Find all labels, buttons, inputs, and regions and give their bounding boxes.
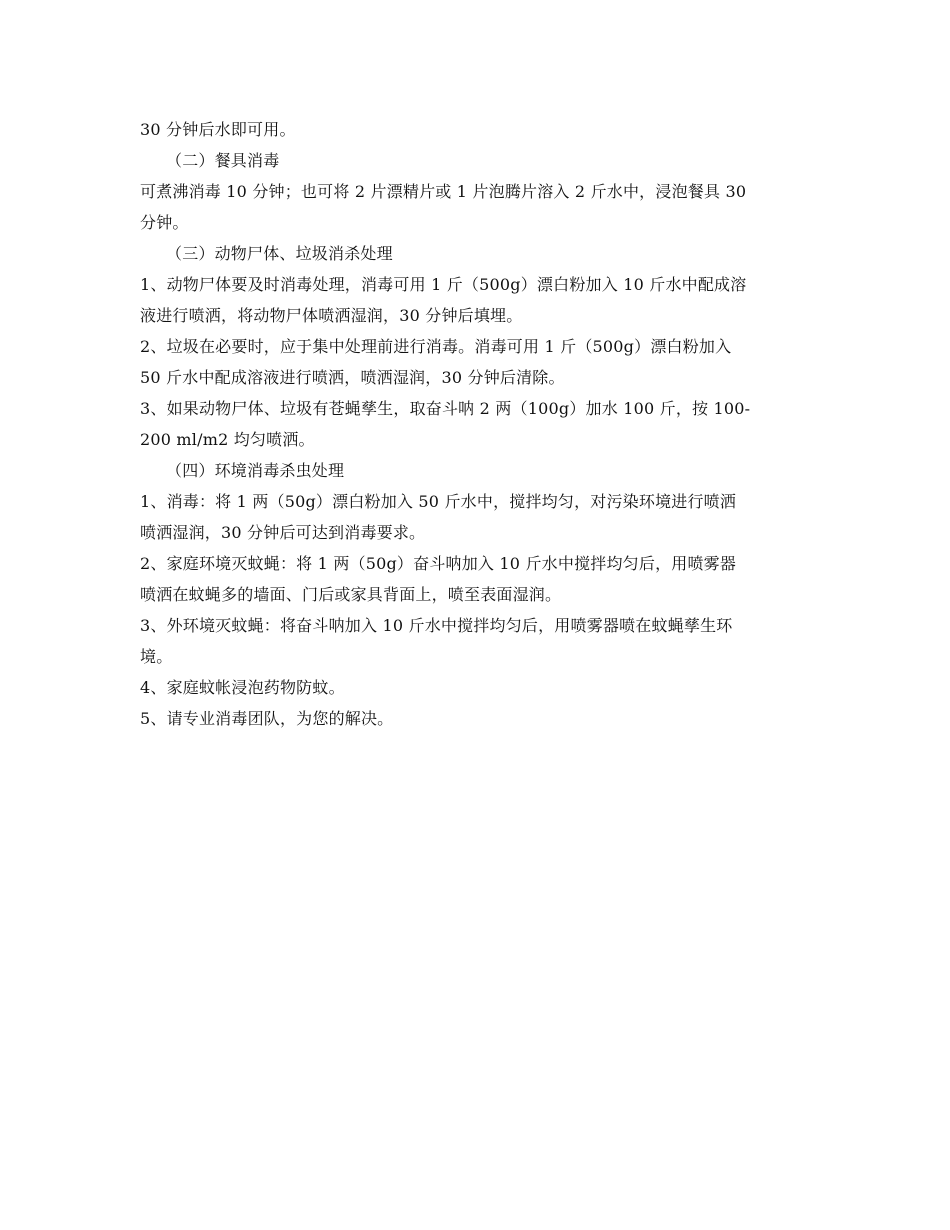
body-line: 喷洒在蚊蝇多的墙面、门后或家具背面上，喷至表面湿润。 [140,585,562,604]
body-line: 喷洒湿润，30 分钟后可达到消毒要求。 [140,523,426,542]
body-line: 200 ml/m2 均匀喷洒。 [140,430,315,449]
body-line: 30 分钟后水即可用。 [140,120,296,139]
body-line: 分钟。 [140,213,189,232]
body-line: 3、外环境灭蚊蝇：将奋斗呐加入 10 斤水中搅拌均匀后，用喷雾器喷在蚊蝇孳生环 [140,616,733,635]
section-heading: （四）环境消毒杀虫处理 [166,461,345,480]
body-line: 境。 [140,647,173,666]
document-body [140,114,812,734]
body-line: 4、家庭蚊帐浸泡药物防蚊。 [140,678,345,697]
body-line: 液进行喷洒，将动物尸体喷洒湿润，30 分钟后填埋。 [140,306,523,325]
body-line: 3、如果动物尸体、垃圾有苍蝇孳生，取奋斗呐 2 两（100g）加水 100 斤，按 100- [140,399,751,418]
body-line: 1、消毒：将 1 两（50g）漂白粉加入 50 斤水中，搅拌均匀，对污染环境进行喷洒 [140,492,737,511]
section-heading: （三）动物尸体、垃圾消杀处理 [166,244,393,263]
body-line: 2、家庭环境灭蚊蝇：将 1 两（50g）奋斗呐加入 10 斤水中搅拌均匀后，用喷雾器 [140,554,737,573]
body-line: 可煮沸消毒 10 分钟；也可将 2 片漂精片或 1 片泡腾片溶入 2 斤水中，浸泡餐具 30 [140,182,747,201]
body-line: 5、请专业消毒团队，为您的解决。 [140,709,394,728]
body-line: 2、垃圾在必要时，应于集中处理前进行消毒。消毒可用 1 斤（500g）漂白粉加入 [140,337,732,356]
body-line: 50 斤水中配成溶液进行喷洒，喷洒湿润，30 分钟后清除。 [140,368,565,387]
body-line: 1、动物尸体要及时消毒处理，消毒可用 1 斤（500g）漂白粉加入 10 斤水中配成溶 [140,275,747,294]
section-heading: （二）餐具消毒 [166,151,280,170]
